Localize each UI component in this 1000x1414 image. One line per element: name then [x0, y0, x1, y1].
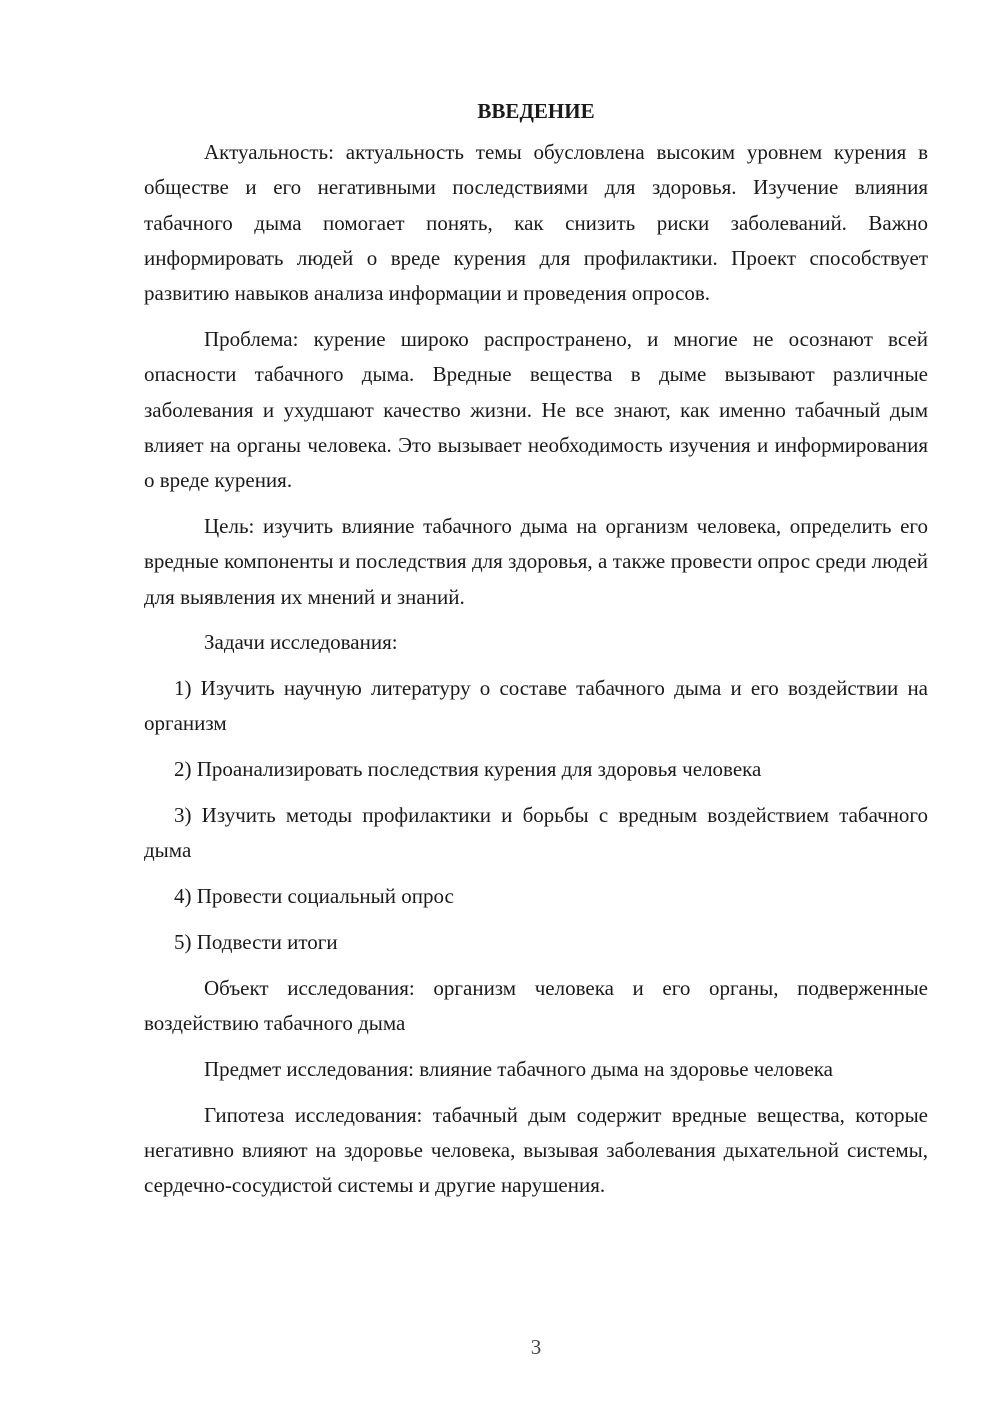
task-item-2: 2) Проанализировать последствия курения для здоровья человека: [174, 757, 762, 782]
paragraph-subject: Предмет исследования: влияние табачного дыма на здоровье человека: [204, 1056, 833, 1081]
page-body: [144, 94, 928, 1214]
paragraph-goal: Цель: изучить влияние табачного дыма на организм человека, определить его вредные компоненты и последствия для здоровья, а также провести опрос среди людей для выявления их мнений и знаний.: [144, 513, 928, 609]
page-title: ВВЕДЕНИЕ: [477, 99, 595, 123]
task-item-5: 5) Подвести итоги: [174, 929, 338, 954]
paragraph-hypothesis: Гипотеза исследования: табачный дым содержит вредные вещества, которые негативно влияют на здоровье человека, вызывая заболевания дыхательной системы, сердечно-сосудистой системы и другие нарушения.: [144, 1102, 928, 1198]
paragraph-relevance: Актуальность: актуальность темы обусловлена высоким уровнем курения в обществе и его негативными последствиями для здоровья. Изучение влияния табачного дыма помогает понять, как снизить риски заболеваний. Важно информировать людей о вреде курения для профилактики. Проект способствует развитию навыков анализа информации и проведения опросов.: [144, 140, 928, 306]
task-item-1: 1) Изучить научную литературу о составе табачного дыма и его воздействии на организм: [144, 676, 928, 736]
tasks-list: [144, 671, 928, 960]
paragraph-problem: Проблема: курение широко распространено, и многие не осознают всей опасности табачного дыма. Вредные вещества в дыме вызывают различные заболевания и ухудшают качество жизни. Не все знают, как именно табачный дым влияет на органы человека. Это вызывает необходимость изучения и информирования о вреде курения.: [144, 326, 928, 493]
paragraph-object: Объект исследования: организм человека и его органы, подверженные воздействию табачного дыма: [144, 975, 928, 1036]
tasks-heading: Задачи исследования:: [204, 630, 398, 655]
page-number: 3: [530, 1335, 542, 1359]
task-item-3: 3) Изучить методы профилактики и борьбы с вредным воздействием табачного дыма: [144, 803, 928, 863]
task-item-4: 4) Провести социальный опрос: [174, 884, 454, 909]
